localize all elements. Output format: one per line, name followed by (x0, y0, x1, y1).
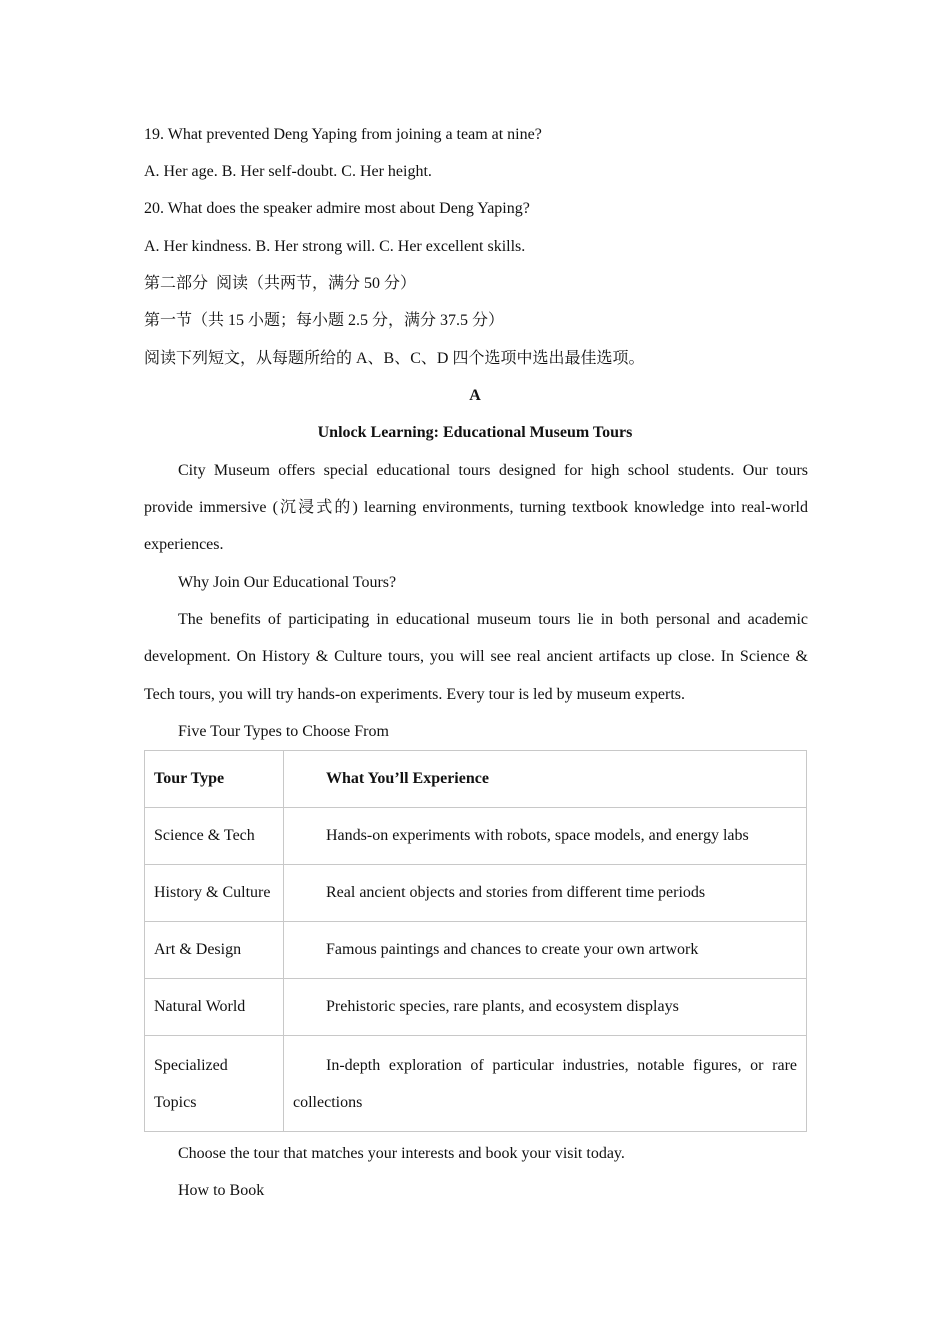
para2-line1: The benefits of participating in educational museum tours lie in both personal and academic (178, 611, 808, 628)
tour-types-table (144, 750, 807, 1132)
question-20-stem: 20. What does the speaker admire most about Deng Yaping? (144, 200, 530, 217)
tour-type-cell: History & Culture (145, 865, 284, 922)
experience-cell (284, 1036, 807, 1132)
table-row (145, 1036, 807, 1132)
why-heading: Why Join Our Educational Tours? (178, 574, 397, 591)
tour-type-cell (145, 1036, 284, 1132)
subsection-title: 第一节（共 15 小题；每小题 2.5 分，满分 37.5 分） (144, 312, 505, 329)
experience-cell: Famous paintings and chances to create your own artwork (284, 922, 807, 979)
para2-line3: Tech tours, you will try hands-on experiments. Every tour is led by museum experts. (144, 686, 685, 703)
tour-type-line: Topics (154, 1093, 197, 1111)
passage-title: Unlock Learning: Educational Museum Tours (317, 424, 633, 441)
para1-line1: City Museum offers special educational tours designed for high school students. Our tours (178, 462, 808, 479)
experience-line: In-depth exploration of particular industries, notable figures, or rare (326, 1056, 797, 1074)
tour-type-cell: Science & Tech (145, 808, 284, 865)
table-row (145, 865, 807, 922)
question-19-stem: 19. What prevented Deng Yaping from joining a team at nine? (144, 126, 542, 143)
header-tour-type: Tour Type (145, 751, 284, 808)
tour-type-line: Specialized (154, 1056, 228, 1074)
tour-type-cell: Art & Design (145, 922, 284, 979)
closing-line: Choose the tour that matches your interests and book your visit today. (178, 1145, 625, 1162)
part-title: 第二部分 阅读（共两节，满分 50 分） (144, 275, 417, 292)
tour-type-cell: Natural World (145, 979, 284, 1036)
experience-cell: Hands-on experiments with robots, space models, and energy labs (284, 808, 807, 865)
how-to-book-heading: How to Book (178, 1182, 265, 1199)
table-header-row (145, 751, 807, 808)
experience-cell: Real ancient objects and stories from different time periods (284, 865, 807, 922)
para1-line3: experiences. (144, 536, 224, 553)
question-19-options: A. Her age. B. Her self-doubt. C. Her height. (144, 163, 432, 180)
experience-line: collections (293, 1093, 363, 1111)
header-experience: What You’ll Experience (284, 751, 807, 808)
para1-line2: provide immersive (沉浸式的) learning environments, turning textbook knowledge into real-world (144, 499, 808, 516)
para2-line2: development. On History & Culture tours, you will see real ancient artifacts up close. In Science & (144, 648, 808, 665)
table-row (145, 979, 807, 1036)
passage-letter: A (469, 387, 481, 404)
experience-cell: Prehistoric species, rare plants, and ecosystem displays (284, 979, 807, 1036)
table-row (145, 808, 807, 865)
table-row (145, 922, 807, 979)
table-intro: Five Tour Types to Choose From (178, 723, 389, 740)
reading-instruction: 阅读下列短文，从每题所给的 A、B、C、D 四个选项中选出最佳选项。 (144, 350, 645, 367)
question-20-options: A. Her kindness. B. Her strong will. C. Her excellent skills. (144, 238, 526, 255)
